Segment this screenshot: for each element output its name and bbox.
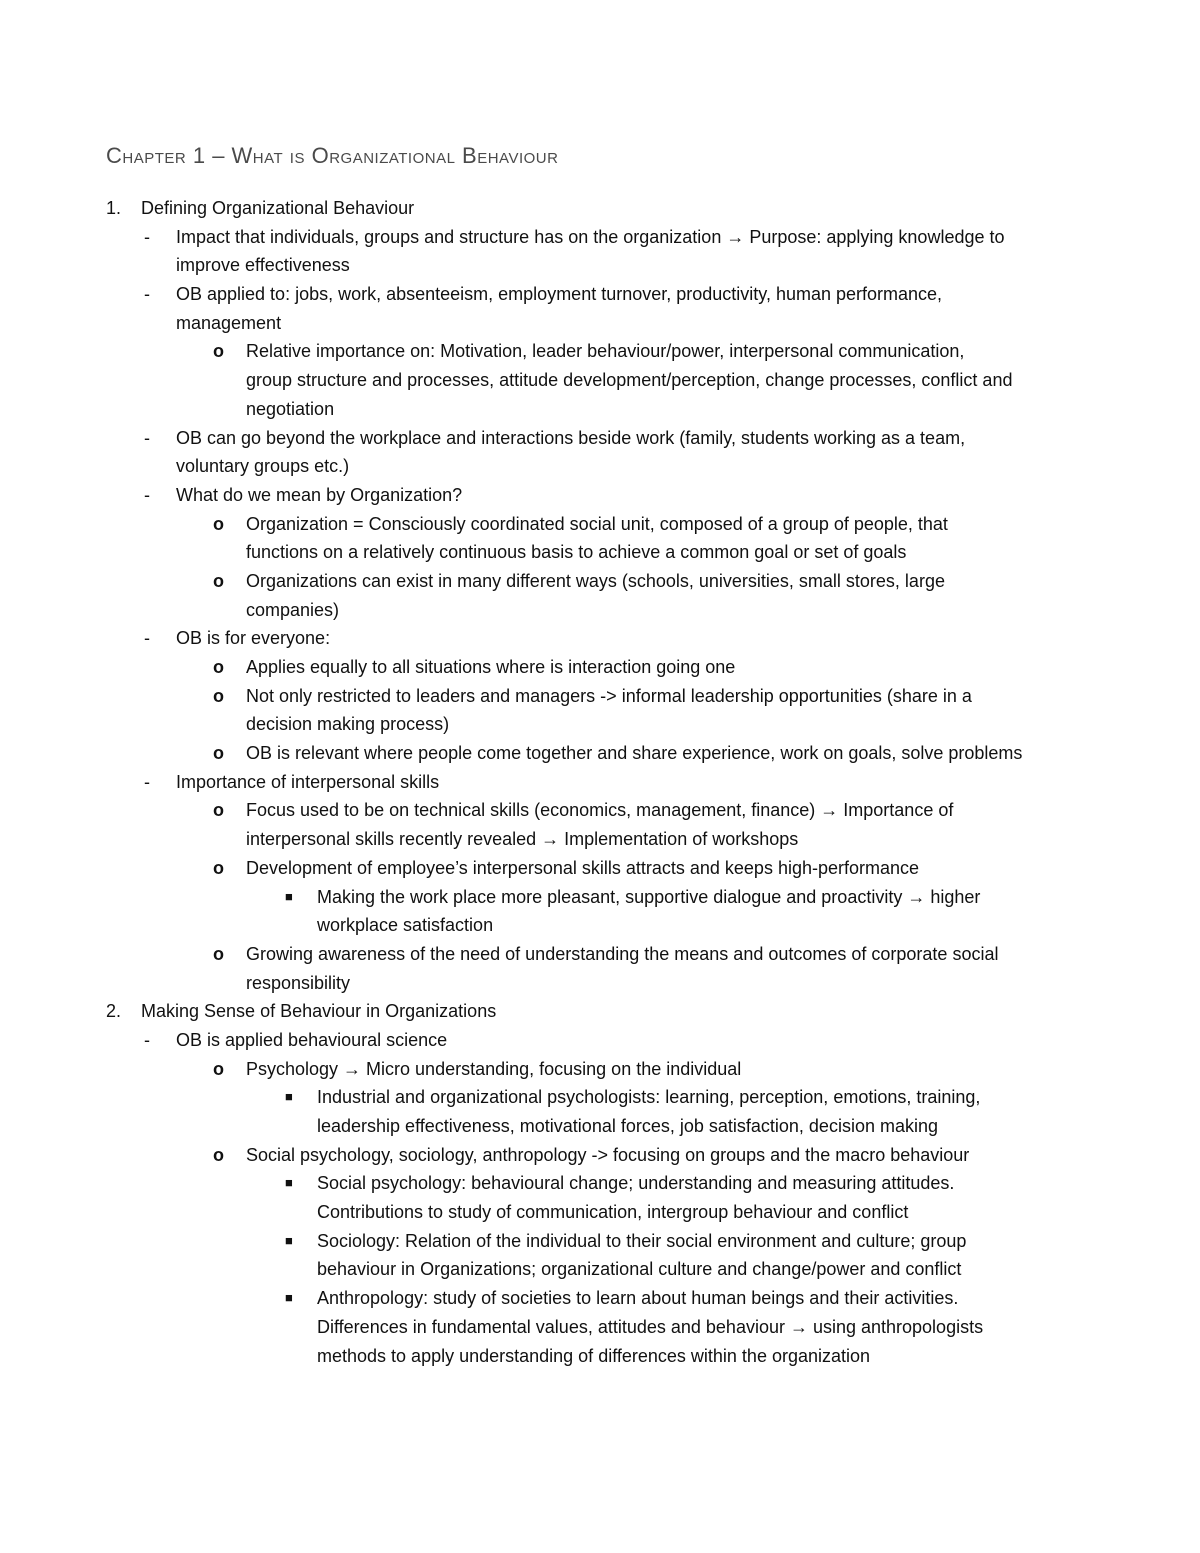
outline-line-level-3 — [0, 653, 1200, 682]
outline-text: Not only restricted to leaders and managers -> informal leadership opportunities (share in a — [246, 685, 972, 706]
outline-line-level-4 — [0, 1083, 1200, 1112]
outline-text: methods to apply understanding of differences within the organization — [317, 1345, 871, 1366]
outline-text: OB is for everyone: — [176, 628, 331, 649]
outline-text: Psychology → Micro understanding, focusing on the individual — [246, 1058, 742, 1079]
outline-text: Anthropology: study of societies to learn about human beings and their activities. — [317, 1288, 959, 1309]
chapter-heading: Chapter 1 – What is Organizational Behaviour — [106, 143, 559, 168]
outline-line-level-3 — [0, 395, 1200, 424]
outline-line-level-4 — [0, 883, 1200, 912]
outline-line-level-3 — [0, 1055, 1200, 1084]
outline-text: decision making process) — [246, 714, 450, 735]
outline-line-level-2 — [0, 768, 1200, 797]
outline-text: Organization = Consciously coordinated social unit, composed of a group of people, that — [246, 513, 948, 534]
outline-line-level-3 — [0, 854, 1200, 883]
outline-text: Differences in fundamental values, attitudes and behaviour → using anthropologists — [317, 1316, 984, 1337]
outline-line-level-4 — [0, 1227, 1200, 1256]
outline-text: management — [176, 312, 282, 333]
outline-line-level-3 — [0, 366, 1200, 395]
outline-line-level-4 — [0, 1313, 1200, 1342]
outline-text: OB is relevant where people come together and share experience, work on goals, solve problems — [246, 743, 1023, 764]
outline-line-level-3 — [0, 969, 1200, 998]
outline-line-level-1 — [0, 997, 1200, 1026]
square-bullet: ■ — [285, 1175, 293, 1191]
outline-text: Importance of interpersonal skills — [176, 771, 440, 792]
outline-text: Organizations can exist in many different ways (schools, universities, small stores, large — [246, 570, 945, 591]
outline-text: OB can go beyond the workplace and interactions beside work (family, students working as a team, — [176, 427, 966, 448]
dash-marker: - — [144, 284, 150, 305]
circle-bullet: o — [213, 570, 224, 591]
outline-line-level-3 — [0, 825, 1200, 854]
outline-line-level-3 — [0, 682, 1200, 711]
outline-line-level-4 — [0, 1112, 1200, 1141]
outline-text: Growing awareness of the need of understanding the means and outcomes of corporate social — [246, 943, 999, 964]
square-bullet: ■ — [285, 1089, 293, 1105]
outline-line-level-2 — [0, 424, 1200, 453]
circle-bullet: o — [213, 341, 224, 362]
outline-text: Focus used to be on technical skills (economics, management, finance) → Importance of — [246, 800, 954, 821]
square-bullet: ■ — [285, 1232, 293, 1248]
outline-text: negotiation — [246, 398, 335, 419]
outline-text: Applies equally to all situations where is interaction going one — [246, 657, 736, 677]
square-bullet: ■ — [285, 888, 293, 904]
outline-line-level-3 — [0, 510, 1200, 539]
circle-bullet: o — [213, 1144, 224, 1165]
outline-line-level-3 — [0, 1141, 1200, 1170]
outline-line-level-4 — [0, 1255, 1200, 1284]
outline-text: Impact that individuals, groups and structure has on the organization → Purpose: applying knowledge to — [176, 226, 1005, 247]
circle-bullet: o — [213, 657, 224, 677]
outline-line-level-4 — [0, 911, 1200, 940]
outline-text: Sociology: Relation of the individual to their social environment and culture; group — [317, 1230, 967, 1251]
outline-text: group structure and processes, attitude development/perception, change processes, conflict and — [246, 370, 1013, 391]
outline-text: voluntary groups etc.) — [176, 456, 350, 477]
outline-line-level-2 — [0, 309, 1200, 338]
outline-line-level-2 — [0, 280, 1200, 309]
outline-text: Contributions to study of communication, intergroup behaviour and conflict — [317, 1202, 909, 1223]
outline-line-level-3 — [0, 596, 1200, 625]
dash-marker: - — [144, 1029, 150, 1050]
circle-bullet: o — [213, 513, 224, 534]
outline-line-level-3 — [0, 739, 1200, 768]
outline-text: Industrial and organizational psychologists: learning, perception, emotions, training, — [317, 1087, 981, 1108]
outline-line-level-4 — [0, 1342, 1200, 1371]
outline-text: Social psychology, sociology, anthropology -> focusing on groups and the macro behaviour — [246, 1144, 970, 1165]
outline-line-level-3 — [0, 337, 1200, 366]
outline-text: responsibility — [246, 972, 351, 993]
notes-body — [0, 194, 1200, 1370]
outline-text: companies) — [246, 599, 340, 620]
outline-line-level-4 — [0, 1284, 1200, 1313]
circle-bullet: o — [213, 743, 224, 764]
outline-line-level-2 — [0, 1026, 1200, 1055]
outline-text: Development of employee’s interpersonal skills attracts and keeps high-performance — [246, 857, 920, 878]
square-bullet: ■ — [285, 1290, 293, 1306]
outline-text: behaviour in Organizations; organizational culture and change/power and conflict — [317, 1259, 962, 1280]
outline-line-level-3 — [0, 538, 1200, 567]
outline-line-level-1 — [0, 194, 1200, 223]
circle-bullet: o — [213, 800, 224, 821]
outline-text: improve effectiveness — [176, 255, 350, 276]
outline-line-level-3 — [0, 567, 1200, 596]
outline-text: Defining Organizational Behaviour — [141, 198, 415, 218]
dash-marker: - — [144, 484, 150, 505]
dash-marker: - — [144, 427, 150, 448]
number-marker: 1. — [106, 198, 122, 218]
outline-text: leadership effectiveness, motivational forces, job satisfaction, decision making — [317, 1116, 938, 1136]
outline-text: OB applied to: jobs, work, absenteeism, employment turnover, productivity, human performance, — [176, 284, 943, 305]
outline-line-level-3 — [0, 796, 1200, 825]
outline-text: functions on a relatively continuous basis to achieve a common goal or set of goals — [246, 542, 907, 563]
outline-text: workplace satisfaction — [317, 915, 494, 936]
outline-text: Making the work place more pleasant, supportive dialogue and proactivity → higher — [317, 886, 981, 907]
outline-text: What do we mean by Organization? — [176, 484, 463, 505]
outline-text: interpersonal skills recently revealed → Implementation of workshops — [246, 829, 799, 850]
dash-marker: - — [144, 628, 150, 649]
number-marker: 2. — [106, 1001, 122, 1022]
outline-text: OB is applied behavioural science — [176, 1029, 448, 1050]
outline-line-level-4 — [0, 1198, 1200, 1227]
outline-line-level-2 — [0, 624, 1200, 653]
outline-line-level-3 — [0, 710, 1200, 739]
outline-text: Making Sense of Behaviour in Organizations — [141, 1001, 497, 1022]
outline-line-level-2 — [0, 481, 1200, 510]
outline-line-level-3 — [0, 940, 1200, 969]
circle-bullet: o — [213, 943, 224, 964]
outline-line-level-2 — [0, 452, 1200, 481]
outline-text: Relative importance on: Motivation, leader behaviour/power, interpersonal communication, — [246, 341, 965, 362]
dash-marker: - — [144, 771, 150, 792]
outline-line-level-2 — [0, 251, 1200, 280]
dash-marker: - — [144, 226, 150, 247]
outline-text: Social psychology: behavioural change; understanding and measuring attitudes. — [317, 1173, 955, 1194]
circle-bullet: o — [213, 685, 224, 706]
circle-bullet: o — [213, 1058, 224, 1079]
outline-line-level-2 — [0, 223, 1200, 252]
circle-bullet: o — [213, 857, 224, 878]
outline-line-level-4 — [0, 1169, 1200, 1198]
